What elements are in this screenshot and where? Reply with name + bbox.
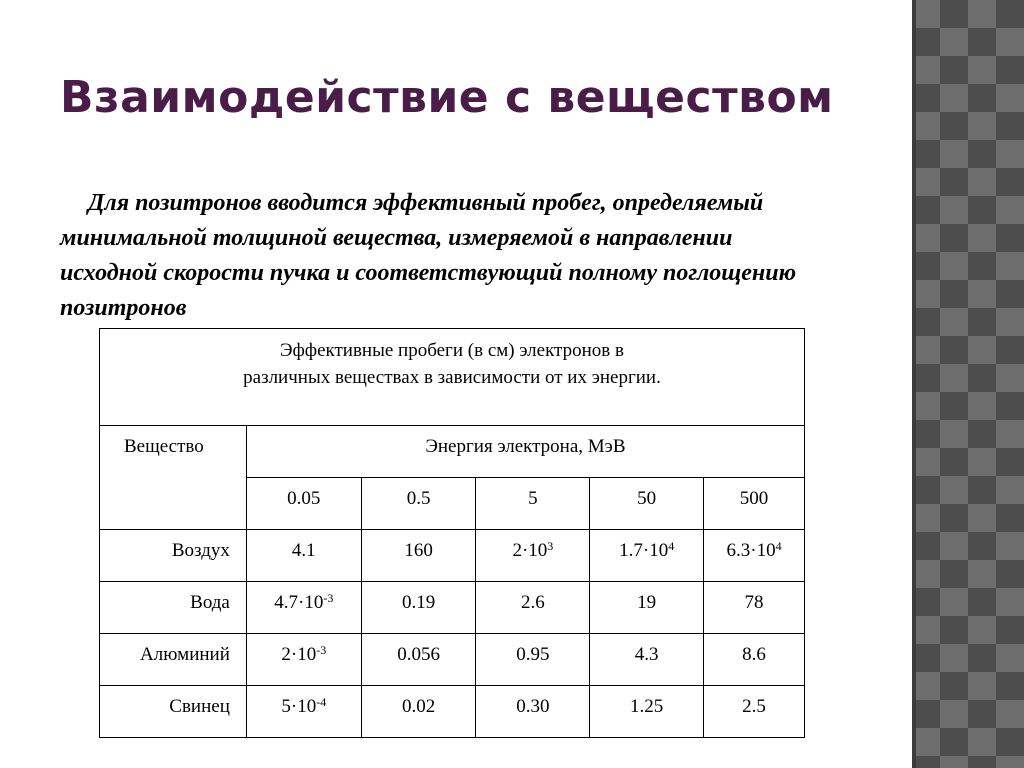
- energy-value-cell: 0.05: [246, 478, 361, 530]
- substance-column-header: Вещество: [100, 426, 247, 530]
- range-value-cell: [590, 582, 704, 634]
- table-row: [100, 634, 805, 686]
- table-row: [100, 582, 805, 634]
- range-value-cell: [246, 530, 361, 582]
- substance-name-cell: Алюминий: [100, 634, 247, 686]
- table-caption: [100, 329, 805, 426]
- substance-name-cell: Свинец: [100, 686, 247, 738]
- table-row: [100, 530, 805, 582]
- table-caption-line-1: Эффективные пробеги (в см) электронов в: [280, 340, 624, 361]
- range-value-base: 78: [744, 592, 764, 613]
- range-value-base: 0.056: [397, 644, 440, 665]
- range-value-base: 0.02: [401, 696, 436, 717]
- range-value-exponent: -3: [323, 591, 334, 605]
- range-value-cell: [704, 634, 805, 686]
- range-value-base: 6.3·10: [726, 540, 776, 561]
- table-body: [100, 530, 805, 738]
- range-value-base: 2.6: [521, 592, 545, 613]
- range-value-cell: [590, 634, 704, 686]
- range-value-base: 1.7·10: [619, 540, 669, 561]
- range-value-cell: [476, 582, 590, 634]
- range-value-exponent: 4: [775, 539, 782, 553]
- range-value-exponent: -3: [316, 643, 327, 657]
- range-value-base: 4.7·10: [274, 592, 324, 613]
- range-value-base: 8.6: [742, 644, 766, 665]
- range-value-base: 2·10: [512, 540, 548, 561]
- energy-column-header: Энергия электрона, МэВ: [246, 426, 804, 478]
- table-caption-line-2: различных веществах в зависимости от их энергии.: [243, 367, 661, 388]
- range-value-cell: [476, 686, 590, 738]
- range-value-cell: [476, 634, 590, 686]
- table-row: [100, 686, 805, 738]
- range-value-base: 0.19: [401, 592, 436, 613]
- range-value-cell: [704, 686, 805, 738]
- range-value-exponent: -4: [316, 695, 327, 709]
- intro-paragraph: Для позитронов вводится эффективный пробег, определяемый минимальной толщиной вещества, измеряемой в направлении исходной скорости пучка и соответствующий полному поглощению позитронов: [60, 190, 797, 321]
- range-value-cell: [476, 530, 590, 582]
- decorative-side-strip: [912, 0, 916, 768]
- energy-value-cell: 0.5: [361, 478, 476, 530]
- range-value-base: 0.95: [516, 644, 550, 665]
- range-value-cell: [246, 582, 361, 634]
- range-value-cell: [590, 686, 704, 738]
- range-value-cell: [361, 530, 476, 582]
- slide-title: Взаимодействие с веществом: [60, 72, 834, 123]
- range-value-cell: [246, 634, 361, 686]
- range-value-exponent: 3: [547, 539, 554, 553]
- range-value-base: 4.1: [291, 540, 316, 561]
- range-value-base: 2.5: [742, 696, 766, 717]
- energy-value-cell: 50: [590, 478, 704, 530]
- range-value-cell: [704, 582, 805, 634]
- range-value-cell: [361, 634, 476, 686]
- range-value-base: 1.25: [630, 696, 664, 717]
- range-value-base: 5·10: [281, 696, 317, 717]
- substance-name-cell: Вода: [100, 582, 247, 634]
- energy-value-cell: 5: [476, 478, 590, 530]
- decorative-side-pattern: [912, 0, 1024, 768]
- range-value-exponent: 4: [668, 539, 675, 553]
- range-value-cell: [704, 530, 805, 582]
- range-value-base: 4.3: [634, 644, 659, 665]
- energy-value-cell: 500: [704, 478, 805, 530]
- range-value-base: 2·10: [281, 644, 317, 665]
- range-value-cell: [246, 686, 361, 738]
- range-value-base: 19: [637, 592, 657, 613]
- substance-name-cell: Воздух: [100, 530, 247, 582]
- range-value-cell: [361, 582, 476, 634]
- range-value-cell: [361, 686, 476, 738]
- electron-range-table: [99, 328, 805, 738]
- range-value-cell: [590, 530, 704, 582]
- range-value-base: 0.30: [516, 696, 550, 717]
- range-value-base: 160: [404, 540, 433, 561]
